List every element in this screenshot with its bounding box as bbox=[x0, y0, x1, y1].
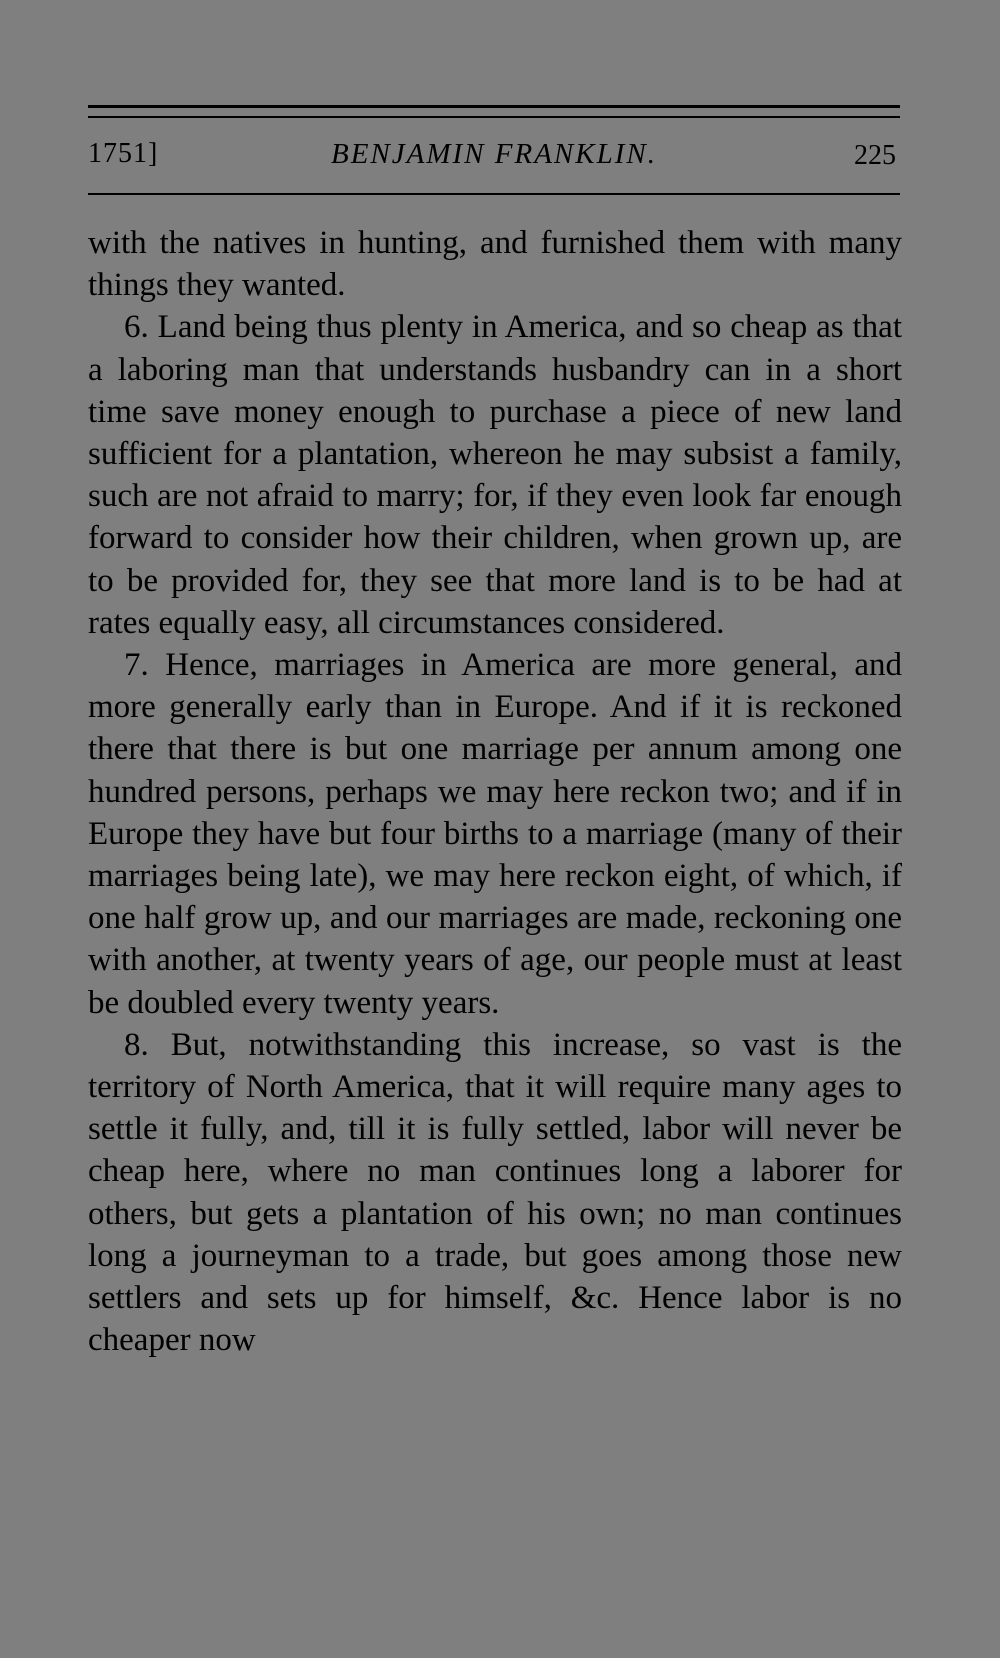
paragraph-6: 6. Land being thus plenty in America, and so cheap as that a laboring man that understands husbandry can in a short time save money enough to purchase a piece of new land sufficient for a plantation, whereon he may subsist a family, such are not afraid to marry; for, if they even look far enough forward to consider how their children, when grown up, are to be provided for, they see that more land is to be had at rates equally easy, all circumstances considered. bbox=[88, 309, 902, 641]
paragraph-7: 7. Hence, marriages in America are more general, and more generally early than in Europe. And if it is reckoned there that there is but one marriage per annum among one hundred persons, perhaps we may here reckon two; and if in Europe they have but four births to a marriage (many of their marriages being late), we may here reckon eight, of which, if one half grow up, and our marriages are made, reckoning one with another, at twenty years of age, our people must at least be doubled every twenty years. bbox=[88, 647, 902, 1021]
header-year: 1751] bbox=[88, 138, 159, 169]
top-double-rule-thin bbox=[88, 116, 900, 118]
header-title: BENJAMIN FRANKLIN. bbox=[331, 138, 657, 170]
header-rule bbox=[88, 193, 900, 195]
paragraph-continuation: with the natives in hunting, and furnished them with many things they wanted. bbox=[88, 225, 902, 304]
page-number: 225 bbox=[854, 140, 896, 171]
running-head bbox=[88, 138, 900, 182]
body-text bbox=[88, 222, 902, 1361]
book-page bbox=[88, 0, 902, 1658]
top-double-rule-thick bbox=[88, 105, 900, 108]
paragraph-8: 8. But, notwithstanding this increase, so vast is the territory of North America, that it will require many ages to settle it fully, and, till it is fully settled, labor will never be cheap here, where no man continues long a laborer for others, but gets a plantation of his own; no man continues long a journeyman to a trade, but goes among those new settlers and sets up for himself, &c. Hence labor is no cheaper now bbox=[88, 1026, 902, 1359]
